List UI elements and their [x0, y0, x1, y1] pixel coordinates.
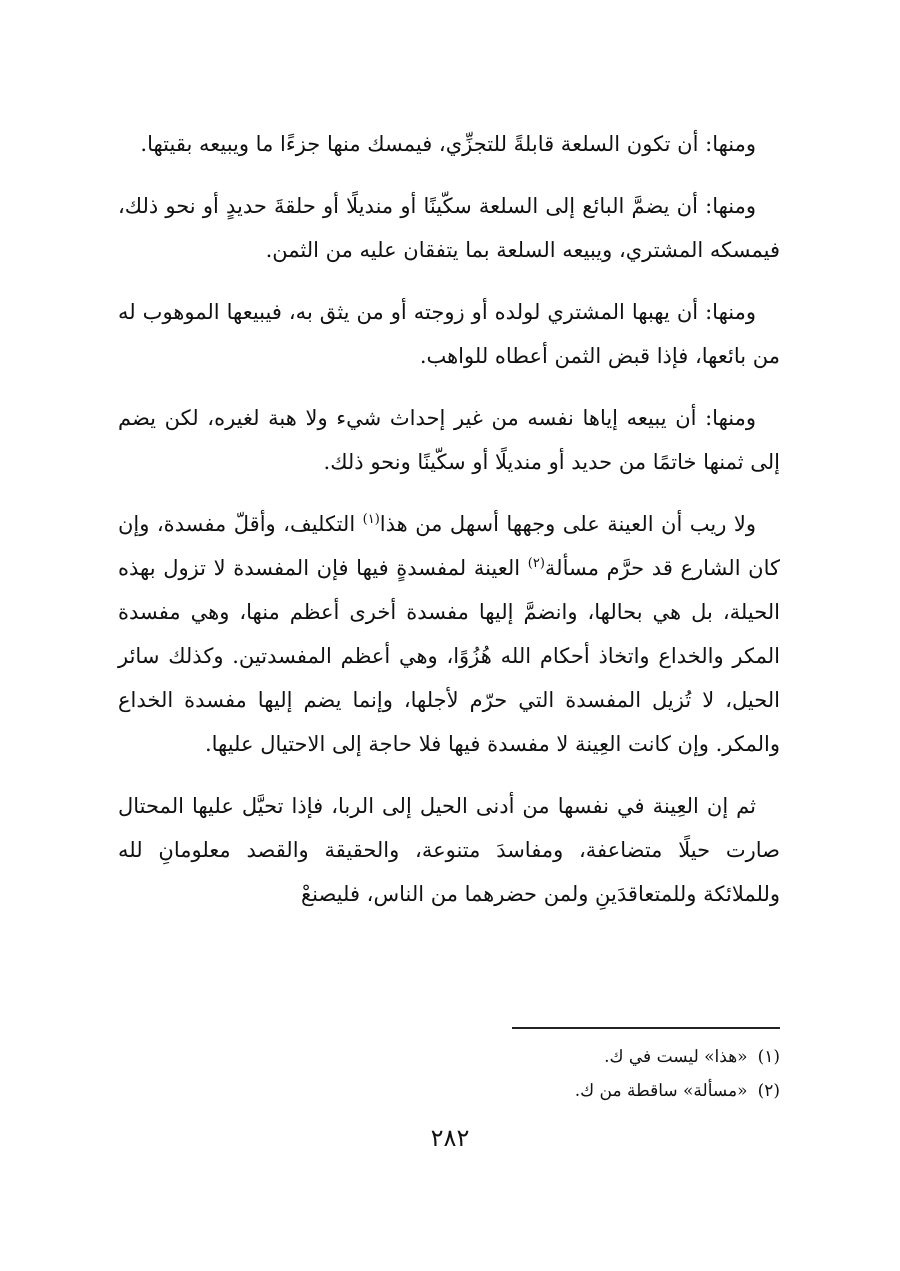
paragraph-5 [118, 502, 780, 766]
page-number: ٢٨٢ [430, 1124, 470, 1152]
paragraph-5-part-2: التكليف، وأقلّ مفسدة، وإن كان الشارع قد حرَّم مسألة [118, 512, 780, 580]
paragraph-2: ومنها: أن يضمَّ البائع إلى السلعة سكّينًا أو منديلًا أو حلقةَ حديدٍ أو نحو ذلك، فيمسكه المشتري، ويبيعه السلعة بما يتفقان عليه من الثمن. [118, 194, 780, 262]
footnote-2 [430, 1074, 780, 1108]
footnote-1 [430, 1040, 780, 1074]
paragraph-5-part-1: ولا ريب أن العينة على وجهها أسهل من هذا [379, 512, 756, 536]
paragraph-6: ثم إن العِينة في نفسها من أدنى الحيل إلى الربا، فإذا تحيَّل عليها المحتال صارت حيلًا متضاعفة، ومفاسدَ متنوعة، والحقيقة والقصد معلومانِ لله وللملائكة وللمتعاقدَينِ ولمن حضرهما من الناس، فليصنعْ [118, 794, 780, 906]
footnotes [430, 1040, 780, 1108]
footnote-2-number: (٢) [757, 1081, 780, 1101]
footnote-ref-1[interactable]: (١) [362, 512, 380, 527]
paragraph-3: ومنها: أن يهبها المشتري لولده أو زوجته أو من يثق به، فيبيعها الموهوب له من بائعها، فإذا قبض الثمن أعطاه للواهب. [118, 300, 780, 368]
footnote-1-number: (١) [757, 1047, 780, 1067]
paragraph-1: ومنها: أن تكون السلعة قابلةً للتجزِّي، فيمسك منها جزءًا ما ويبيعه بقيتها. [140, 132, 756, 156]
footnote-1-text: «هذا» ليست في ك. [604, 1047, 748, 1067]
footnote-divider [512, 1027, 780, 1029]
main-text [118, 122, 780, 934]
paragraph-5-part-3: العينة لمفسدةٍ فيها فإن المفسدة لا تزول بهذه الحيلة، بل هي بحالها، وانضمَّ إليها مفسدة أخرى أعظم منها، وهي مفسدة المكر والخداع واتخاذ أحكام الله هُزُوًا، وهي أعظم المفسدتين. وكذلك سائر الحيل، لا تُزيل المفسدة التي حرّم لأجلها، وإنما يضم إليها مفسدة الخداع والمكر. وإن كانت العِينة لا مفسدة فيها فلا حاجة إلى الاحتيال عليها. [118, 556, 780, 756]
footnote-2-text: «مسألة» ساقطة من ك. [574, 1081, 748, 1101]
footnote-ref-2[interactable]: (٢) [527, 556, 545, 571]
paragraph-4: ومنها: أن يبيعه إياها نفسه من غير إحداث شيء ولا هبة لغيره، لكن يضم إلى ثمنها خاتمًا من حديد أو منديلًا أو سكّينًا ونحو ذلك. [118, 406, 780, 474]
